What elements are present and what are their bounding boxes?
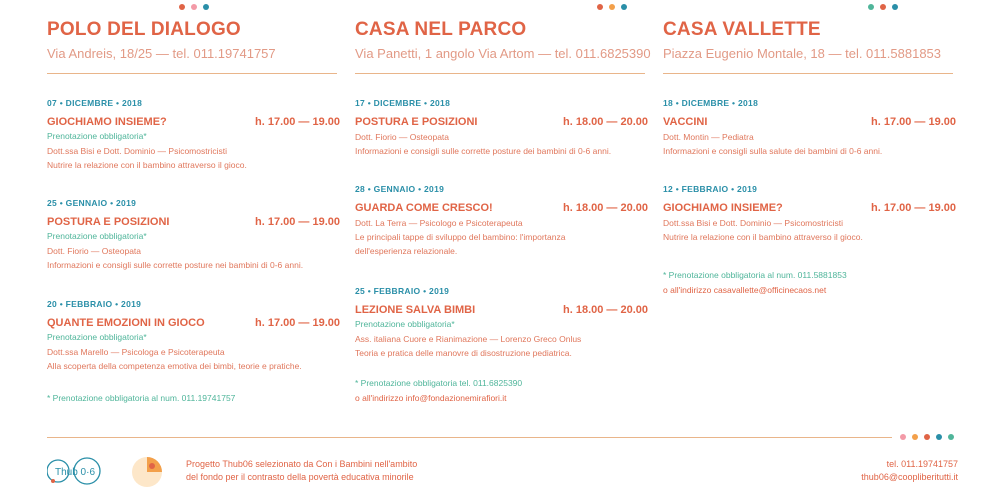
event-title: GIOCHIAMO INSIEME?: [47, 116, 167, 128]
event-description: Le principali tappe di sviluppo del bambino: l'importanza: [355, 232, 566, 242]
booking-note-line: * Prenotazione obbligatoria tel. 011.6825390: [355, 378, 523, 388]
dot: [191, 4, 197, 10]
event-speaker: Dott.ssa Bisi e Dott. Dominio — Psicomostricisti: [663, 218, 843, 228]
dot: [892, 4, 898, 10]
footer-email-link[interactable]: thub06@coopliberitutti.it: [861, 472, 958, 482]
booking-note: [47, 391, 340, 406]
venue-title: POLO DEL DIALOGO: [47, 19, 241, 40]
event-item: [663, 98, 956, 158]
event-description: Informazioni e consigli sulle corrette posture nei bambini di 0-6 anni.: [47, 260, 304, 270]
event-title: GUARDA COME CRESCO!: [355, 202, 493, 214]
venue-column-casa-vallette: [663, 14, 956, 295]
event-time: h. 17.00 — 19.00: [255, 116, 340, 128]
footer-divider: [47, 437, 892, 438]
event-description: Nutrire la relazione con il bambino attraverso il gioco.: [663, 232, 863, 242]
booking-email-link[interactable]: o all'indirizzo casavallette@officinecaos.net: [663, 285, 827, 295]
event-speaker: Dott.ssa Marello — Psicologa e Psicoterapeuta: [47, 347, 225, 357]
booking-email-link[interactable]: o all'indirizzo info@fondazionemirafiori.it: [355, 393, 507, 403]
booking-note: [663, 268, 956, 298]
event-speaker: Dott.ssa Bisi e Dott. Dominio — Psicomostricisti: [47, 146, 227, 156]
event-booking-note: Prenotazione obbligatoria*: [47, 131, 147, 141]
event-date: 25 • FEBBRAIO • 2019: [355, 286, 450, 296]
project-line: del fondo per il contrasto della povertà educativa minorile: [186, 472, 414, 482]
event-item: [355, 184, 648, 258]
booking-note: [355, 376, 648, 406]
venue-address: Via Andreis, 18/25 — tel. 011.19741757: [47, 46, 276, 61]
event-description: Informazioni e consigli sulla salute dei bambini di 0-6 anni.: [663, 146, 883, 156]
event-description: Alla scoperta della competenza emotiva dei bimbi, teorie e pratiche.: [47, 361, 302, 371]
event-item: [355, 98, 648, 158]
venue-address: Via Panetti, 1 angolo Via Artom — tel. 011.6825390: [355, 46, 651, 61]
dot: [179, 4, 185, 10]
dot: [203, 4, 209, 10]
event-date: 07 • DICEMBRE • 2018: [47, 98, 143, 108]
event-item: [47, 98, 340, 172]
event-title: VACCINI: [663, 116, 708, 128]
dot: [912, 434, 918, 440]
divider: [47, 73, 337, 74]
fund-logo: [130, 455, 164, 489]
event-description: Nutrire la relazione con il bambino attraverso il gioco.: [47, 160, 247, 170]
event-speaker: Dott. Fiorio — Osteopata: [47, 246, 142, 256]
venue-address: Piazza Eugenio Montale, 18 — tel. 011.5881853: [663, 46, 942, 61]
event-item: [47, 198, 340, 272]
event-booking-note: Prenotazione obbligatoria*: [47, 231, 147, 241]
venue-title: CASA VALLETTE: [663, 19, 821, 40]
dot: [621, 4, 627, 10]
event-date: 25 • GENNAIO • 2019: [47, 198, 137, 208]
event-item: [47, 299, 340, 373]
svg-text:Thub 0·6: Thub 0·6: [54, 467, 96, 478]
dot: [597, 4, 603, 10]
dot: [900, 434, 906, 440]
event-title: POSTURA E POSIZIONI: [355, 116, 478, 128]
decorative-dots: [868, 4, 898, 10]
venue-column-polo: [47, 14, 340, 403]
footer-contacts: [861, 458, 958, 484]
event-date: 18 • DICEMBRE • 2018: [663, 98, 759, 108]
event-item: [663, 184, 956, 244]
dot: [880, 4, 886, 10]
event-time: h. 17.00 — 19.00: [255, 216, 340, 228]
dot: [924, 434, 930, 440]
event-time: h. 18.00 — 20.00: [563, 202, 648, 214]
divider: [355, 73, 645, 74]
event-time: h. 18.00 — 20.00: [563, 304, 648, 316]
event-date: 12 • FEBBRAIO • 2019: [663, 184, 758, 194]
event-item: [355, 286, 648, 360]
event-title: LEZIONE SALVA BIMBI: [355, 304, 476, 316]
thub06-logo: [47, 454, 103, 488]
project-line: Progetto Thub06 selezionato da Con i Bambini nell'ambito: [186, 459, 418, 469]
dot: [936, 434, 942, 440]
booking-note-line: * Prenotazione obbligatoria al num. 011.19741757: [47, 393, 236, 403]
event-time: h. 17.00 — 19.00: [255, 317, 340, 329]
event-description: dell'esperienza relazionale.: [355, 246, 458, 256]
event-booking-note: Prenotazione obbligatoria*: [47, 332, 147, 342]
event-time: h. 17.00 — 19.00: [871, 116, 956, 128]
dot: [948, 434, 954, 440]
booking-note-line: * Prenotazione obbligatoria al num. 011.5881853: [663, 270, 847, 280]
event-time: h. 17.00 — 19.00: [871, 202, 956, 214]
event-time: h. 18.00 — 20.00: [563, 116, 648, 128]
event-date: 17 • DICEMBRE • 2018: [355, 98, 451, 108]
event-title: QUANTE EMOZIONI IN GIOCO: [47, 317, 205, 329]
decorative-dots: [900, 434, 954, 440]
divider: [663, 73, 953, 74]
dot: [609, 4, 615, 10]
event-date: 28 • GENNAIO • 2019: [355, 184, 445, 194]
dot: [868, 4, 874, 10]
event-speaker: Dott. Montin — Pediatra: [663, 132, 754, 142]
venue-column-casa-nel-parco: [355, 14, 651, 403]
event-speaker: Dott. Fiorio — Osteopata: [355, 132, 450, 142]
event-date: 20 • FEBBRAIO • 2019: [47, 299, 142, 309]
decorative-dots: [597, 4, 627, 10]
event-description: Teoria e pratica delle manovre di disostruzione pediatrica.: [355, 348, 572, 358]
event-title: GIOCHIAMO INSIEME?: [663, 202, 783, 214]
footer-phone: tel. 011.19741757: [886, 459, 958, 469]
event-speaker: Ass. italiana Cuore e Rianimazione — Lorenzo Greco Onlus: [355, 334, 582, 344]
project-description: [186, 458, 417, 484]
event-title: POSTURA E POSIZIONI: [47, 216, 170, 228]
event-speaker: Dott. La Terra — Psicologo e Psicoterapeuta: [355, 218, 523, 228]
decorative-dots: [179, 4, 209, 10]
event-description: Informazioni e consigli sulle corrette posture dei bambini di 0-6 anni.: [355, 146, 612, 156]
venue-title: CASA NEL PARCO: [355, 19, 527, 40]
event-booking-note: Prenotazione obbligatoria*: [355, 319, 455, 329]
